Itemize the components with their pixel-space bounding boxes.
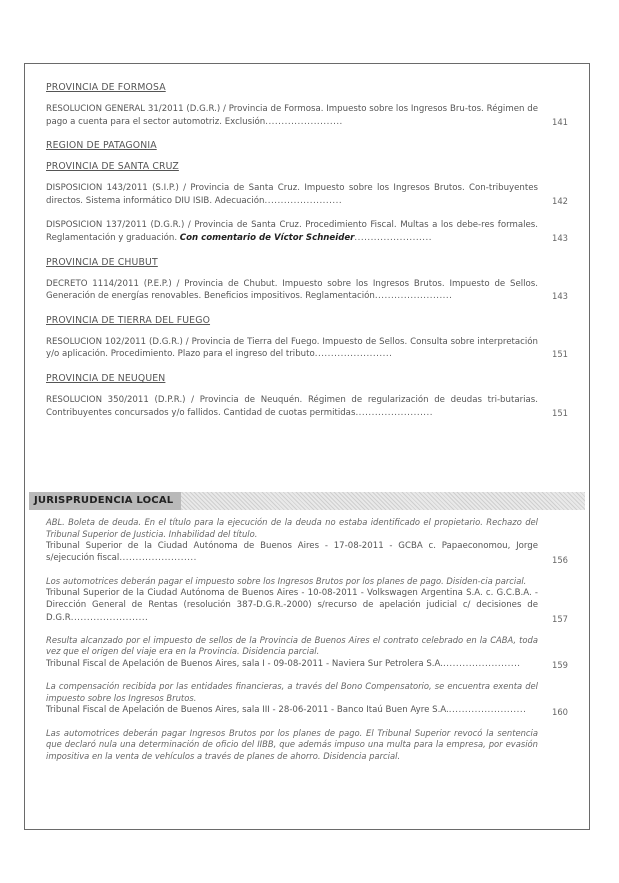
juris-entry[interactable]	[46, 576, 568, 624]
juris-court: Tribunal Fiscal de Apelación de Buenos Aires, sala I - 09-08-2011 - Naviera Sur Petrolera S.A.	[46, 658, 443, 669]
leader-dots: ........................	[314, 349, 393, 360]
section-neuquen	[46, 373, 568, 419]
juris-summary: Los automotrices deberán pagar el impuesto sobre los Ingresos Brutos por los planes de pago. Disiden-cia parcial.	[46, 575, 527, 586]
juris-summary: Resulta alcanzado por el impuesto de sellos de la Provincia de Buenos Aires el contrato celebrado en la CABA, toda vez que el origen del viaje era en la Provincia. Disidencia parcial.	[46, 634, 538, 657]
page-number: 151	[552, 349, 568, 360]
juris-court: Tribunal Superior de la Ciudad Autónoma de Buenos Aires - 17-08-2011 - GCBA c. Papaeconomou, Jorge s/ejecución fiscal	[46, 541, 538, 564]
juris-court: Tribunal Superior de la Ciudad Autónoma de Buenos Aires - 10-08-2011 - Volkswagen Argentina S.A. c. G.C.B.A. - Dirección General de Rentas (resolución 387-D.G.R.-2000) s/recurso de apelación judicial c/ decisiones de D.G.R	[46, 588, 538, 623]
leader-dots: ........................	[354, 232, 432, 243]
jurisprudencia-list	[46, 517, 568, 773]
entry-text: DISPOSICION 137/2011 (D.G.R.) / Provincia de Santa Cruz. Procedimiento Fiscal. Multas a los debe-res formales. Reglamentación y graduación.	[46, 220, 538, 243]
section-heading[interactable]: PROVINCIA DE TIERRA DEL FUEGO	[46, 314, 211, 326]
section-formosa	[46, 82, 568, 128]
leader-dots: ........................	[448, 705, 527, 716]
page-number: 141	[552, 116, 568, 127]
index-entry[interactable]	[46, 336, 568, 361]
leader-dots: ........................	[70, 612, 149, 623]
juris-entry[interactable]	[46, 728, 568, 763]
index-entry[interactable]	[46, 278, 568, 303]
entry-text: RESOLUCION 350/2011 (D.P.R.) / Provincia de Neuquén. Régimen de regularización de deudas tri-butarias. Contribuyentes concursados y/o fallidos. Cantidad de cuotas permitidas	[46, 394, 538, 418]
index-entry[interactable]	[46, 103, 568, 128]
juris-entry[interactable]	[46, 635, 568, 670]
section-patagonia	[46, 140, 568, 152]
section-santa-cruz	[46, 161, 568, 244]
entry-text: RESOLUCION 102/2011 (D.G.R.) / Provincia de Tierra del Fuego. Impuesto de Sellos. Consulta sobre interpretación y/o aplicación. Procedimiento. Plazo para el ingreso del tributo	[46, 336, 538, 360]
section-heading[interactable]: PROVINCIA DE SANTA CRUZ	[46, 161, 179, 173]
page-number: 151	[552, 407, 568, 418]
section-heading[interactable]: PROVINCIA DE CHUBUT	[46, 256, 158, 268]
jurisprudencia-banner	[29, 492, 585, 510]
leader-dots: ........................	[374, 291, 453, 302]
page-number: 159	[552, 660, 568, 671]
section-heading[interactable]: PROVINCIA DE NEUQUEN	[46, 372, 166, 384]
page-number: 143	[552, 232, 568, 243]
index-entry[interactable]	[46, 219, 568, 244]
page-number: 157	[552, 613, 568, 624]
juris-summary: La compensación recibida por las entidades financieras, a través del Bono Compensatorio, se encuentra exenta del impuesto sobre los Ingresos Brutos.	[46, 681, 538, 703]
page-number: 160	[552, 706, 568, 717]
juris-summary: ABL. Boleta de deuda. En el título para la ejecución de la deuda no estaba identificado el propietario. Rechazo del Tribunal Superior de Justicia. Inhabilidad del título.	[46, 517, 538, 539]
page-number: 156	[552, 554, 568, 565]
leader-dots: ........................	[442, 658, 521, 669]
index-entry[interactable]	[46, 394, 568, 419]
entry-text: DECRETO 1114/2011 (P.E.P.) / Provincia de Chubut. Impuesto sobre los Ingresos Brutos. Impuesto de Sellos. Generación de energías renovables. Beneficios impositivos. Reglamentación	[46, 278, 538, 302]
leader-dots: ........................	[265, 116, 343, 127]
juris-entry[interactable]	[46, 517, 568, 565]
page-number: 142	[552, 195, 568, 206]
section-heading[interactable]: REGION DE PATAGONIA	[46, 140, 157, 152]
section-heading[interactable]: PROVINCIA DE FORMOSA	[46, 82, 166, 93]
banner-title[interactable]: JURISPRUDENCIA LOCAL	[29, 492, 181, 510]
leader-dots: ........................	[355, 407, 433, 418]
commentary-note: Con comentario de Víctor Schneider	[179, 232, 355, 243]
juris-entry[interactable]	[46, 681, 568, 716]
juris-court: Tribunal Fiscal de Apelación de Buenos Aires, sala III - 28-06-2011 - Banco Itaú Buen Ayre S.A.	[46, 705, 449, 716]
leader-dots: ........................	[264, 195, 343, 206]
index-entry[interactable]	[46, 182, 568, 207]
juris-summary: Las automotrices deberán pagar Ingresos Brutos por los planes de pago. El Tribunal Superior revocó la sentencia que declaró nula una determinación de oficio del IIBB, que además impuso una multa para la empresa, por evasión impositiva en la venta de vehículos a través de planes de ahorro. Disidencia parcial.	[46, 727, 538, 761]
page-number: 143	[552, 291, 568, 302]
section-chubut	[46, 257, 568, 303]
leader-dots: ........................	[119, 553, 197, 564]
index-content	[46, 82, 568, 431]
section-tierra-del-fuego	[46, 315, 568, 361]
entry-text: DISPOSICION 143/2011 (S.I.P.) / Provincia de Santa Cruz. Impuesto sobre los Ingresos Brutos. Con-tribuyentes directos. Sistema informático DIU ISIB. Adecuación	[46, 183, 538, 206]
entry-text: RESOLUCION GENERAL 31/2011 (D.G.R.) / Provincia de Formosa. Impuesto sobre los Ingresos Bru-tos. Régimen de pago a cuenta para el sector automotriz. Exclusión	[46, 104, 538, 127]
